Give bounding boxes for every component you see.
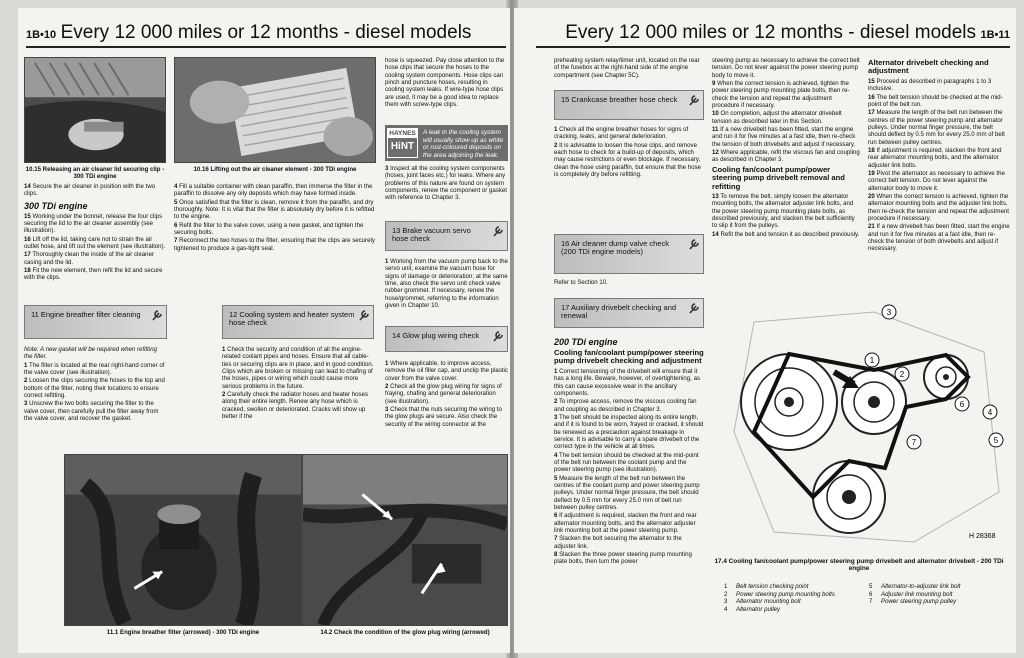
- paragraph: 1 Working from the vacuum pump back to the servo unit, examine the vacuum hose for signs of damage or deterioration; at the same time, also check the servo unit check valve rubber grommet. If necessary, renew the hose/grommet, referring to the information given in Chapter 10.: [385, 258, 508, 310]
- callout: [955, 397, 969, 411]
- right-column-3-text: [868, 57, 1010, 287]
- right-column-2-text: [712, 57, 860, 287]
- paragraph: 11 If a new drivebelt has been fitted, start the engine and run it for five minutes at a fast idle, then re-check the tension of both drivebelts and adjust if necessary.: [712, 126, 856, 148]
- paragraph: 8 Slacken the three power steering pump mounting plate bolts, then turn the power: [554, 551, 692, 566]
- paragraph: 16 Lift off the lid, taking care not to strain the air outlet hose, and lift out the element (see illustration).: [24, 235, 166, 251]
- subheading: 300 TDi engine: [24, 200, 88, 211]
- section-heading-12: 12 Cooling system and heater system hose check: [222, 305, 374, 339]
- callout: [895, 367, 909, 381]
- callout: [882, 305, 896, 319]
- photo-air-cleaner-element: [174, 57, 376, 163]
- wrench-icon: [151, 309, 163, 322]
- diagram-legend-right: [869, 583, 1009, 606]
- left-column-3-section-14-text: [385, 360, 508, 452]
- figure-caption: 17.4 Cooling fan/coolant pump/power steering pump drivebelt and alternator drivebelt - 200 TDi engine: [714, 558, 1004, 573]
- section-heading-17: 17 Auxiliary drivebelt checking and renewal: [554, 298, 704, 328]
- photo-caption: 10.15 Releasing an air cleaner lid securing clip - 300 TDi engine: [25, 166, 165, 180]
- wrench-icon: [492, 330, 504, 343]
- wrench-icon: [688, 238, 700, 251]
- photo-caption: 14.2 Check the condition of the glow plug wiring (arrowed): [320, 629, 490, 636]
- paragraph: 5 Once satisfied that the filter is clean, remove it from the paraffin, and dry thoroughly. Note: It is vital that the filter is absolutely dry before it is refitted to the engine.: [174, 198, 375, 221]
- subheading: Alternator drivebelt checking and adjustment: [868, 58, 989, 76]
- paragraph: 18 Fit the new element, then refit the lid and secure with the clips.: [24, 267, 163, 282]
- subheading: Cooling fan/coolant pump/power steering pump drivebelt checking and adjustment: [554, 348, 704, 366]
- paragraph: 2 Check all the glow plug wiring for signs of fraying, chafing and general deterioration (see illustration).: [385, 383, 502, 405]
- left-column-1-section-11-text: [24, 346, 167, 451]
- callout: [989, 433, 1003, 447]
- wrench-icon: [688, 94, 700, 107]
- svg-text:5: 5: [993, 436, 999, 445]
- photo-caption: 10.16 Lifting out the air cleaner element - 300 TDi engine: [193, 166, 357, 173]
- paragraph: 7 Slacken the bolt securing the alternator to the adjuster link.: [554, 535, 682, 550]
- diagram-legend-left: [724, 583, 874, 613]
- haynes-hint-logo: HAYNES HiNT: [387, 128, 418, 158]
- section-heading-11: 11 Engine breather filter cleaning: [24, 305, 167, 339]
- legend-item: 7 Power steering pump pulley: [869, 598, 957, 606]
- right-page-header: [536, 22, 1010, 48]
- paragraph: 5 Measure the length of the belt run between the centres of the coolant pump and power steering pump pulleys. Under normal finger pressure, the belt should deflect by 0.5 mm for every 25.0 mm of belt run between pulley centres.: [554, 474, 700, 511]
- paragraph: 3 Inspect all the cooling system components (hoses, joint faces etc.) for leaks. Where any problems of this nature are found on system components, renew the component or gasket with reference to Chapter 3.: [385, 165, 507, 202]
- svg-text:2: 2: [899, 370, 905, 379]
- wrench-icon: [688, 302, 700, 315]
- paragraph: 14 Refit the belt and tension it as described previously.: [712, 230, 860, 238]
- paragraph: 3 Check that the nuts securing the wiring to the glow plugs are secure. Also check the security of the wiring connector at the: [385, 406, 502, 428]
- paragraph: 2 Carefully check the radiator hoses and heater hoses along their entire length. Renew any hose which is cracked, swollen or deteriorated. Cracks will show up better if the: [222, 391, 369, 421]
- paragraph: 1 Where applicable, to improve access, remove the oil filler cap, and unclip the plastic cover from the valve cover.: [385, 360, 508, 382]
- paragraph: 4 The belt tension should be checked at the mid-point of the belt run between the coolant pump and the power steering pump (see illustration).: [554, 451, 699, 474]
- paragraph: 17 Thoroughly clean the inside of the air cleaner casing and the lid.: [24, 251, 154, 266]
- paragraph: 1 The filter is located at the rear right-hand corner of the valve cover (see illustration).: [24, 361, 165, 377]
- left-column-1-text: [24, 183, 167, 287]
- diagram-reference: H 28368: [969, 533, 996, 540]
- drivebelt-diagram: [714, 292, 1004, 554]
- left-column-2-section-12-text: [222, 346, 376, 451]
- paragraph: 1 Check all the engine breather hoses for signs of cracking, leaks, and general deterioration.: [554, 126, 689, 141]
- legend-item: 5 Alternator-to-adjuster link bolt: [869, 583, 961, 590]
- svg-text:4: 4: [987, 408, 993, 417]
- legend-item: 6 Adjuster link mounting bolt: [869, 590, 953, 598]
- paragraph: hose is squeezed. Pay close attention to the hose clips that secure the hoses to the cooling system components. Hose clips can pinch and puncture hoses, resulting in cooling system leaks. If wire-type hose clips are used, it may be a good idea to replace them with screw-type clips.: [385, 57, 505, 109]
- section-heading-14: 14 Glow plug wiring check: [385, 326, 508, 352]
- right-column-1-intro: [554, 57, 702, 87]
- subheading: Cooling fan/coolant pump/power steering pump drivebelt removal and refitting: [712, 164, 845, 191]
- left-page: [18, 8, 510, 653]
- paragraph: 19 Pivot the alternator as necessary to achieve the correct belt tension. Do not lever against the alternator body to move it.: [868, 169, 1005, 192]
- right-page: [514, 8, 1016, 653]
- crankshaft-pulley: [813, 461, 885, 533]
- paragraph: 18 If adjustment is required, slacken the front and rear alternator mounting bolts, and the alternator adjuster link bolts.: [868, 146, 1002, 169]
- section-heading-16: 16 Air cleaner dump valve check (200 TDi engine models): [554, 234, 704, 274]
- right-column-1-section-16-text: [554, 279, 704, 289]
- right-column-1-section-17-text: [554, 334, 704, 648]
- svg-text:1: 1: [869, 356, 875, 365]
- legend-item: 4 Alternator pulley: [724, 605, 781, 613]
- paragraph: steering pump as necessary to achieve the correct belt tension. Do not lever against the power steering pump body to move it.: [712, 57, 860, 79]
- callout: [907, 435, 921, 449]
- photo-caption: 11.1 Engine breather filter (arrowed) - 300 TDi engine: [106, 629, 260, 636]
- svg-text:6: 6: [959, 400, 965, 409]
- paragraph: 21 If a new drivebelt has been fitted, start the engine and run it for five minutes at a fast idle, then re-check the tension of both drivebelts and adjust if necessary.: [868, 223, 1010, 253]
- right-column-1-section-15-text: [554, 126, 704, 208]
- paragraph: 17 Measure the length of the belt run between the centres of the power steering pump and alternator pulleys. Under normal finger pressure, the belt should deflect by 0.5 mm for every 25.0 mm of belt run between pulley centres.: [868, 109, 1005, 146]
- photo-air-cleaner-clip: [24, 57, 166, 163]
- section-heading-13: 13 Brake vacuum servo hose check: [385, 221, 508, 251]
- paragraph: 14 Secure the air cleaner in position with the two clips.: [24, 183, 156, 198]
- paragraph: Refer to Section 10.: [554, 279, 608, 286]
- paragraph: 16 The belt tension should be checked at the mid-point of the belt run.: [868, 93, 1003, 108]
- paragraph: 1 Check the security and condition of all the engine-related coolant pipes and hoses. Ensure that all cable-ties or securing clips are in place, and in good condition. Clips which are broken or missing can lead to chafing of the hoses, pipes or wiring which could cause more serious problems in the future.: [222, 346, 374, 390]
- paragraph: 2 To improve access, remove the viscous cooling fan and coupling as described in Chapter 3.: [554, 398, 697, 413]
- svg-text:7: 7: [911, 438, 917, 447]
- paragraph: 15 Working under the bonnet, release the four clips securing the lid to the air cleaner assembly (see illustration).: [24, 212, 163, 235]
- paragraph: 9 When the correct tension is achieved, tighten the power steering pump mounting plate bolts, then re-check the tension and repeat the adjustment procedure if necessary.: [712, 80, 850, 110]
- page-title: Every 12 000 miles or 12 months - diesel models: [565, 22, 976, 43]
- paragraph: 2 It is advisable to loosen the hose clips, and remove each hose to check for a build-up of deposits, which may cause restrictions or even blockage. If necessary, clean the hose using paraffin, but ensure that the hose is completely dry before refitting.: [554, 141, 701, 179]
- haynes-hint-box: [385, 125, 508, 161]
- page-number: 1B•11: [980, 29, 1010, 41]
- paragraph: 20 When the correct tension is achieved, tighten the alternator mounting bolts and the adjuster link bolts, then re-check the tension and repeat the adjustment procedure if necessary.: [868, 192, 1009, 222]
- left-column-3-intro: [385, 57, 508, 123]
- paragraph: 4 Fill a suitable container with clean paraffin, then immerse the filter in the paraffin to dissolve any oily deposits which may have formed inside.: [174, 183, 373, 198]
- left-column-3-text: [385, 165, 508, 215]
- photo-glow-plug-wiring: [302, 454, 508, 626]
- paragraph: 2 Loosen the clips securing the hoses to the top and bottom of the filter, noting their locations to ensure correct refitting.: [24, 377, 165, 400]
- paragraph: 10 On completion, adjust the alternator drivebelt tension as described later in this Section.: [712, 110, 842, 125]
- legend-item: 1 Belt tension checking point: [724, 583, 809, 590]
- paragraph: 6 If adjustment is required, slacken the front and rear alternator mounting bolts, and the alternator adjuster link mounting bolt at the power steering pump.: [554, 512, 697, 535]
- page-title: Every 12 000 miles or 12 months - diesel models: [60, 22, 472, 43]
- left-column-3-section-13-text: [385, 258, 508, 318]
- wrench-icon: [492, 225, 504, 238]
- paragraph: 12 Where applicable, refit the viscous fan and coupling as described in Chapter 3.: [712, 149, 860, 164]
- callout: [865, 353, 879, 367]
- paragraph: preheating system relay/timer unit, located on the rear of the fusebox at the right-hand side of the engine compartment (see Chapter 5C).: [554, 57, 700, 79]
- hint-text: A leak in the cooling system will usually show up as white or rust-coloured deposits on the area adjoining the leak.: [423, 129, 504, 159]
- paragraph: 7 Reconnect the two hoses to the filter, ensuring that the clips are securely tightened to produce a gas-tight seal.: [174, 237, 375, 252]
- section-heading-15: 15 Crankcase breather hose check: [554, 90, 704, 120]
- legend-item: 3 Alternator mounting bolt: [724, 598, 801, 606]
- paragraph: 3 Unscrew the two bolts securing the filter to the valve cover, then carefully pull the filter away from the valve cover, and recover the gasket.: [24, 400, 159, 423]
- paragraph: 13 To remove the belt, simply loosen the alternator mounting bolts, the alternator adjuster link bolts, and the power steering pump mounting plate bolts, as described previously, and slacken the belt sufficiently to slip it from the pulleys.: [712, 193, 855, 230]
- wrench-icon: [358, 309, 370, 322]
- svg-text:3: 3: [886, 308, 892, 317]
- paragraph: 1 Correct tensioning of the drivebelt will ensure that it has a long life. Beware, however, of overtightening, as this can cause excessive wear in the ancillary components.: [554, 367, 700, 397]
- legend-item: 2 Power steering pump mounting bolts: [724, 590, 835, 598]
- photo-engine-breather-filter: [64, 454, 302, 626]
- left-column-2-text: [174, 183, 376, 287]
- callout: [983, 405, 997, 419]
- paragraph: 15 Proceed as described in paragraphs 1 to 3 inclusive.: [868, 77, 992, 93]
- left-page-header: [26, 22, 506, 48]
- alternator-pulley: [924, 355, 968, 399]
- paragraph: 6 Refit the filter to the valve cover, using a new gasket, and tighten the securing bolts.: [174, 221, 364, 237]
- subheading: 200 TDi engine: [554, 337, 618, 347]
- page-number: 1B•10: [26, 29, 57, 41]
- paragraph: 3 The belt should be inspected along its entire length, and if it is found to be worn, frayed or cracked, it should be renewed as a precaution against breakage in service. It is advisable to carry a spare drivebelt of the correct type in the vehicle at all times.: [554, 413, 704, 451]
- note: Note: A new gasket will be required when refitting the filter.: [24, 346, 158, 361]
